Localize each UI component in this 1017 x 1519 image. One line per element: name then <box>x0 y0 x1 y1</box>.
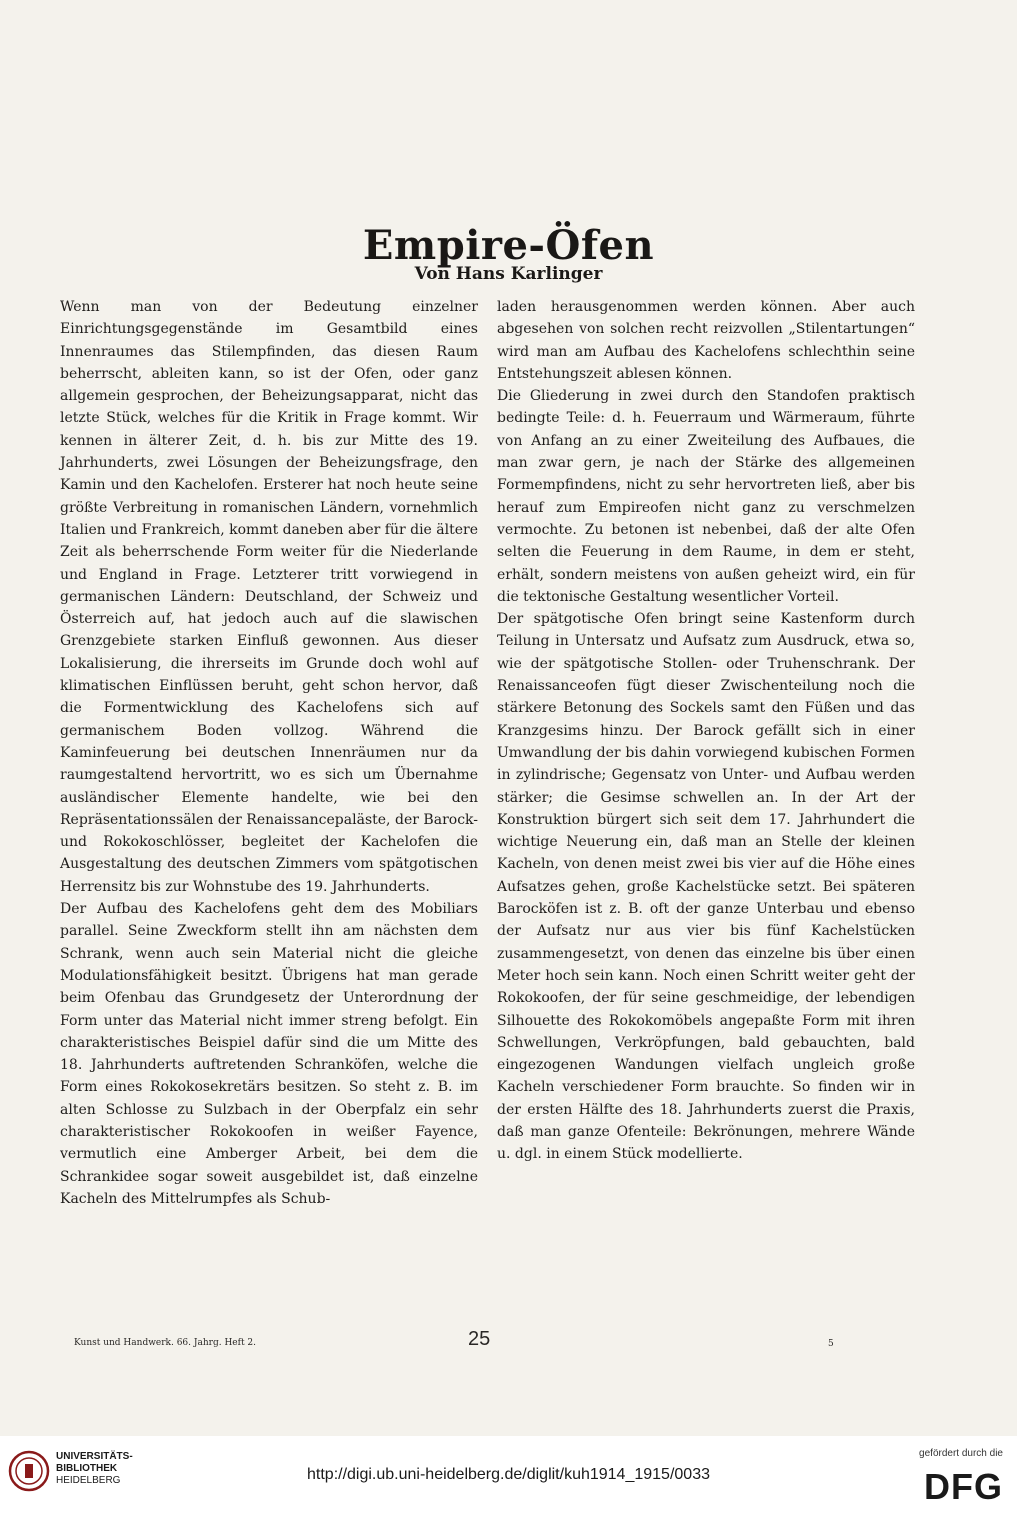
library-line: HEIDELBERG <box>56 1475 121 1486</box>
article-title: Empire-Öfen <box>362 222 655 269</box>
text-column-left <box>60 296 478 1210</box>
library-line: UNIVERSITÄTS- <box>56 1451 133 1462</box>
source-url-link[interactable]: http://digi.ub.uni-heidelberg.de/diglit/kuh1914_1915/0033 <box>307 1466 710 1483</box>
dfg-logo: DFG <box>924 1466 1003 1507</box>
funding-label: gefördert durch die <box>919 1448 1003 1459</box>
paragraph: Die Gliederung in zwei durch den Standofen praktisch bedingte Teile: d. h. Feuerraum und Wärmeraum, führte von Anfang an zu einer Zweiteilung des Aufbaues, die man zwar gern, je nach der Stärke des allgemeinen Formempfindens, nicht zu sehr hervortreten ließ, aber bis herauf zum Empireofen nicht ganz zu verschmelzen vermochte. Zu betonen ist nebenbei, daß der alte Ofen selten die Feuerung in dem Raume, in dem er steht, erhält, sondern meistens von außen geheizt wird, ein für die tektonische Gestaltung wesentlicher Vorteil. <box>497 388 915 605</box>
paragraph: Der Aufbau des Kachelofens geht dem des Mobiliars parallel. Seine Zweckform stellt ihn am nächsten dem Schrank, wenn auch sein Material nicht die gleiche Modulationsfähigkeit besitzt. Übrigens hat man gerade beim Ofenbau das Grundgesetz der Unterordnung der Form unter das Material nicht immer streng befolgt. Ein charakteristisches Beispiel dafür sind die um Mitte des 18. Jahrhunderts auftretenden Schranköfen, welche die Form eines Rokokosekretärs besitzen. So steht z. B. im alten Schlosse zu Sulzbach in der Oberpfalz ein sehr charakteristischer Rokokoofen in weißer Fayence, vermutlich eine Amberger Arbeit, bei dem die Schrankidee sogar soweit ausgebildet ist, daß einzelne Kacheln des Mittelrumpfes als Schub- <box>60 901 478 1207</box>
article-author: Von Hans Karlinger <box>414 264 603 284</box>
paragraph: Wenn man von der Bedeutung einzelner Einrichtungsgegenstände im Gesamtbild eines Innenraumes das Stilempfinden, das diesen Raum beherrscht, ableiten kann, so ist der Ofen, oder ganz allgemein gesprochen, der Beheizungsapparat, nicht das letzte Stück, welches für die Kritik in Frage kommt. Wir kennen in älterer Zeit, d. h. bis zur Mitte des 19. Jahrhunderts, zwei Lösungen der Beheizungsfrage, den Kamin und den Kachelofen. Ersterer hat noch heute seine größte Verbreitung in romanischen Ländern, vornehmlich Italien und Frankreich, kommt daneben aber für die ältere Zeit als beherrschende Form weiter für die Niederlande und England in Frage. Letzterer tritt vorwiegend in germanischen Ländern: Deutschland, der Schweiz und Österreich auf, hat jedoch auch auf die slawischen Grenzgebiete starken Einfluß gewonnen. Aus dieser Lokalisierung, die ihrerseits im Grunde doch wohl auf klimatischen Einflüssen beruht, geht schon hervor, daß die Formentwicklung des Kachelofens sich auf germanischem Boden vollzog. Während die Kaminfeuerung bei deutschen Innenräumen nur da raumgestaltend hervortritt, wo es sich um Übernahme ausländischer Elemente handelte, wie bei den Repräsentationssälen der Renaissancepaläste, der Barock- und Rokokoschlösser, begleitet der Kachelofen die Ausgestaltung des deutschen Zimmers vom spätgotischen Herrensitz bis zur Wohnstube des 19. Jahrhunderts. <box>60 299 478 895</box>
paragraph: laden herausgenommen werden können. Aber auch abgesehen von solchen recht reizvollen „Stilentartungen“ wird man am Aufbau des Kachelofens schlechthin seine Entstehungszeit ablesen können. <box>497 299 915 382</box>
signature-mark: 5 <box>828 1339 834 1349</box>
text-column-right <box>497 296 915 1166</box>
journal-footer: Kunst und Handwerk. 66. Jahrg. Heft 2. <box>74 1338 257 1348</box>
library-line: BIBLIOTHEK <box>56 1463 118 1474</box>
paragraph: Der spätgotische Ofen bringt seine Kastenform durch Teilung in Untersatz und Aufsatz zum Ausdruck, etwa so, wie der spätgotische Stollen- oder Truhenschrank. Der Renaissanceofen fügt dieser Zwischenteilung noch die stärkere Betonung des Sockels samt den Füßen und das Kranzgesims hinzu. Der Barock gefällt sich in einer Umwandlung der bis dahin vorwiegend kubischen Formen in zylindrische; Gegensatz von Unter- und Aufbau werden stärker; die Gesimse schwellen an. In der Art der Konstruktion bürgert sich seit dem 17. Jahrhundert die wichtige Neuerung ein, daß man an Stelle der kleinen Kacheln, von denen meist zwei bis vier auf die Höhe eines Aufsatzes gehen, große Kachelstücke setzt. Bei späteren Barocköfen ist z. B. oft der ganze Unterbau und ebenso der Aufsatz nur aus vier bis fünf Kachelstücken zusammengesetzt, von denen das einzelne bis über einen Meter hoch sein kann. Noch einen Schritt weiter geht der Rokokoofen, der für seine geschmeidige, der lebendigen Silhouette des Rokokomöbels angepaßte Form mit ihren Schwellungen, Verkröpfungen, bald gebauchten, bald eingezogenen Wandungen vielfach ungleich große Kacheln verschiedener Form brauchte. So finden wir in der ersten Hälfte des 18. Jahrhunderts zuerst die Praxis, daß man ganze Ofenteile: Bekrönungen, mehrere Wände u. dgl. in einem Stück modellierte. <box>497 611 915 1163</box>
page-number: 25 <box>468 1328 491 1350</box>
